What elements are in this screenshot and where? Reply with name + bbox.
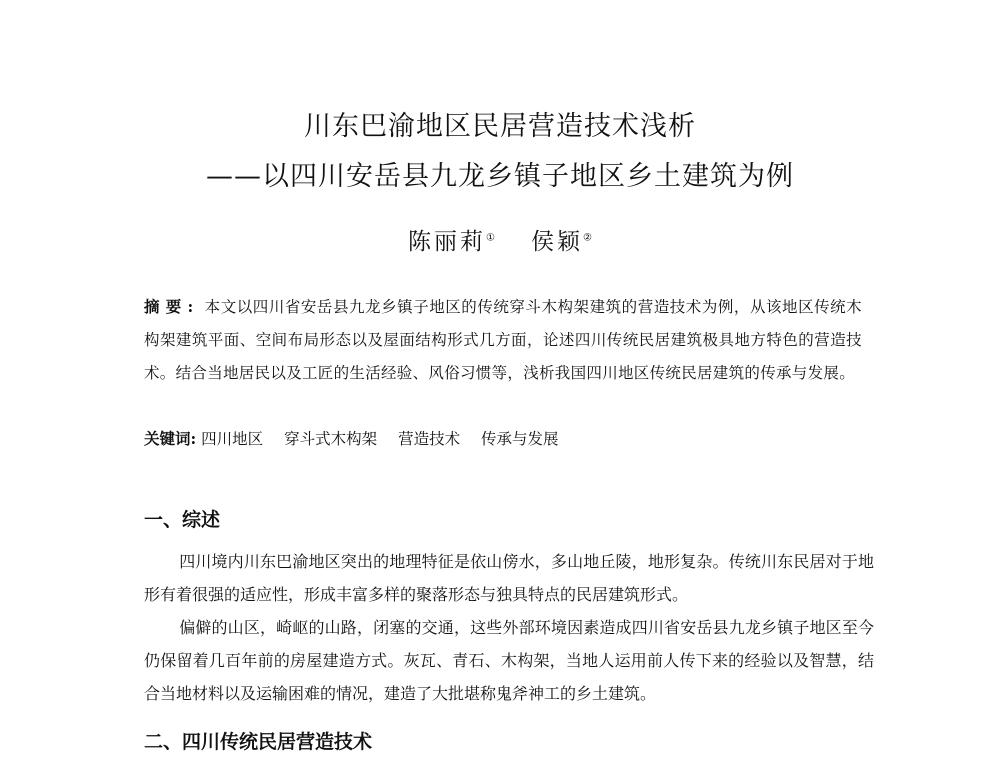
keywords — [144, 422, 575, 456]
keyword: 穿斗式木构架 — [284, 430, 378, 448]
author-footnote-mark: ① — [486, 232, 495, 244]
paper-title: 川东巴渝地区民居营造技术浅析 — [304, 111, 696, 142]
paper-subtitle: ——以四川安岳县九龙乡镇子地区乡土建筑为例 — [206, 161, 794, 192]
author-list — [0, 223, 1000, 256]
keyword: 四川地区 — [201, 430, 264, 448]
abstract-text: 本文以四川省安岳县九龙乡镇子地区的传统穿斗木构架建筑的营造技术为例，从该地区传统木构架建筑平面、空间布局形态以及屋面结构形式几方面，论述四川传统民居建筑极具地方特色的营造技术。结合当地居民以及工匠的生活经验、风俗习惯等，浅析我国四川地区传统民居建筑的传承与发展。 — [144, 298, 862, 382]
abstract — [144, 290, 862, 390]
author — [408, 223, 495, 256]
section-heading: 二、四川传统民居营造技术 — [144, 731, 373, 753]
author-name: 陈丽莉 — [408, 229, 487, 255]
author — [531, 223, 592, 256]
keyword: 传承与发展 — [481, 430, 559, 448]
author-footnote-mark: ② — [583, 232, 592, 244]
author-name: 侯颖 — [531, 229, 583, 255]
section-heading: 一、综述 — [144, 509, 221, 531]
body-paragraph: 偏僻的山区，崎岖的山路，闭塞的交通，这些外部环境因素造成四川省安岳县九龙乡镇子地区至今仍保留着几百年前的房屋建造方式。灰瓦、青石、木构架，当地人运用前人传下来的经验以及智慧，结合当地材料以及运输困难的情况，建造了大批堪称鬼斧神工的乡土建筑。 — [144, 618, 874, 703]
keywords-label: 关键词: — [144, 429, 197, 448]
abstract-label: 摘要: — [144, 297, 200, 316]
keyword: 营造技术 — [398, 430, 461, 448]
body-paragraph: 四川境内川东巴渝地区突出的地理特征是依山傍水，多山地丘陵，地形复杂。传统川东民居对于地形有着很强的适应性，形成丰富多样的聚落形态与独具特点的民居建筑形式。 — [144, 552, 874, 604]
